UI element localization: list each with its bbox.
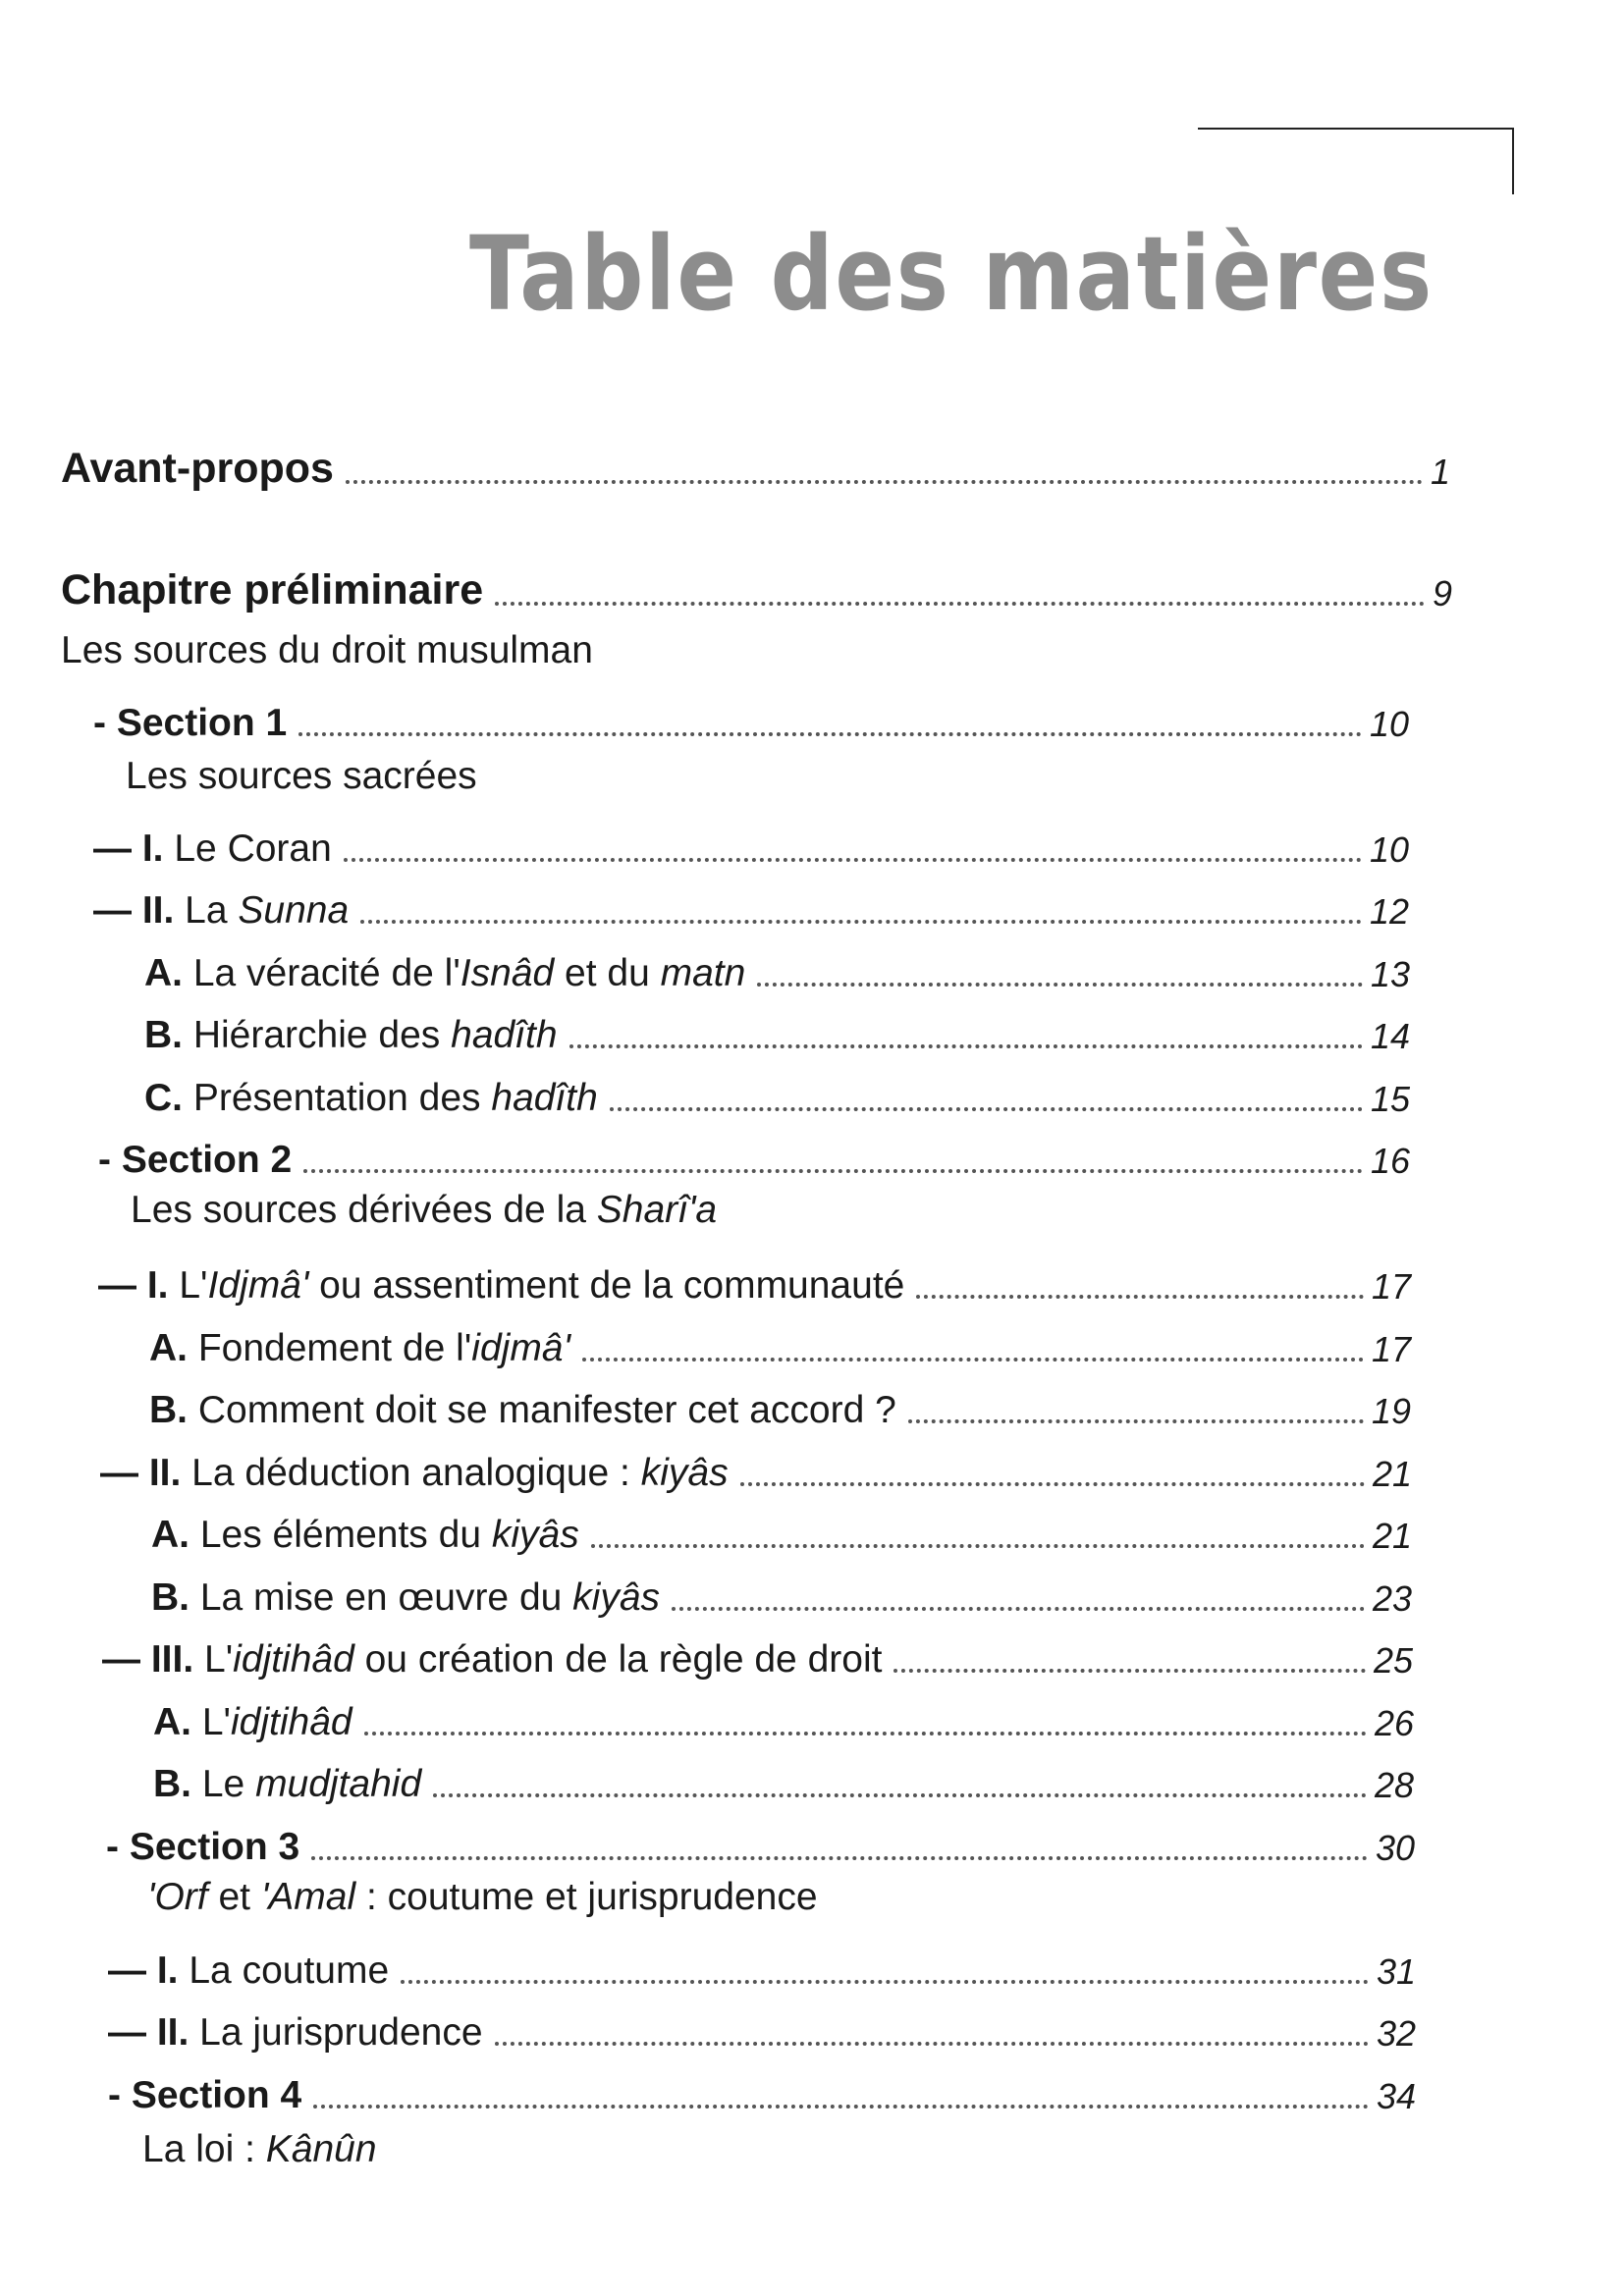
- toc-entry-s2-i-b: [149, 1374, 1411, 1429]
- page-number: 12: [1369, 891, 1409, 932]
- section-label: Section 2: [121, 1139, 293, 1181]
- dot-leader: [495, 2042, 1369, 2046]
- dot-leader: [610, 1107, 1363, 1111]
- page-number: 30: [1375, 1828, 1415, 1868]
- toc-entry-s3-i: [108, 1935, 1416, 1990]
- page-number: 13: [1370, 954, 1410, 994]
- subtitle-text: La loi :: [142, 2128, 266, 2170]
- item-text: L': [168, 1264, 208, 1307]
- toc-entry-s2-ii-a: [151, 1499, 1412, 1554]
- toc-entry-s2-iii-a: [153, 1686, 1414, 1741]
- page-number: 17: [1371, 1266, 1411, 1307]
- item-italic: idjmâ': [471, 1327, 570, 1369]
- item-number: A.: [151, 1514, 189, 1556]
- page-number: 32: [1376, 2013, 1416, 2054]
- section-subtitle: [131, 1191, 717, 1229]
- toc-entry-chapitre-preliminaire: [61, 557, 1452, 612]
- toc-entry-section-4: [108, 2059, 1416, 2114]
- toc-entry-s3-ii: [108, 1997, 1416, 2052]
- dot-leader: [757, 983, 1363, 987]
- item-text: Hiérarchie des: [183, 1014, 452, 1056]
- dot-leader: [569, 1044, 1363, 1048]
- item-text: ou assentiment de la communauté: [308, 1264, 905, 1307]
- item-text: L': [191, 1701, 231, 1743]
- dot-leader: [916, 1295, 1364, 1299]
- dot-leader: [908, 1419, 1364, 1423]
- section-label: Section 3: [129, 1826, 300, 1868]
- page-number: 17: [1371, 1329, 1411, 1369]
- item-text: La déduction analogique :: [181, 1452, 641, 1494]
- dot-leader: [313, 2105, 1369, 2109]
- section-prefix: -: [98, 1139, 122, 1181]
- toc-entry-s1-i: [93, 813, 1409, 868]
- item-italic: Isnâd: [460, 952, 555, 994]
- item-italic: idjtihâd: [230, 1701, 352, 1743]
- section-prefix: -: [93, 702, 117, 744]
- toc-label: Chapitre préliminaire: [61, 566, 484, 614]
- item-number: — I.: [108, 1949, 179, 1992]
- item-italic: kiyâs: [572, 1576, 661, 1619]
- subtitle-italic: Sharî'a: [596, 1189, 718, 1231]
- toc-entry-s1-ii-b: [144, 999, 1410, 1054]
- page-title: Table des matières: [469, 214, 1435, 334]
- dot-leader: [495, 602, 1425, 606]
- page-number: 9: [1432, 573, 1452, 614]
- item-number: — III.: [102, 1638, 194, 1681]
- section-prefix: -: [108, 2074, 132, 2116]
- item-text: ou création de la règle de droit: [353, 1638, 883, 1681]
- item-number: B.: [144, 1014, 183, 1056]
- corner-rule-horizontal: [1198, 128, 1514, 130]
- item-text: Fondement de l': [188, 1327, 472, 1369]
- section-prefix: -: [106, 1826, 130, 1868]
- item-number: A.: [153, 1701, 191, 1743]
- item-number: C.: [144, 1077, 183, 1119]
- page-number: 31: [1376, 1951, 1416, 1992]
- dot-leader: [360, 920, 1362, 924]
- dot-leader: [298, 732, 1362, 736]
- page-number: 19: [1371, 1391, 1411, 1431]
- page-number: 34: [1376, 2076, 1416, 2116]
- toc-entry-section-1: [93, 687, 1409, 742]
- toc-entry-s1-ii: [93, 875, 1409, 930]
- item-italic: Idjmâ': [207, 1264, 309, 1307]
- page-number: 16: [1370, 1141, 1410, 1181]
- item-text: Comment doit se manifester cet accord ?: [188, 1389, 896, 1431]
- section-label: Section 4: [131, 2074, 302, 2116]
- item-italic: matn: [660, 952, 746, 994]
- item-text: La mise en œuvre du: [189, 1576, 573, 1619]
- subtitle-italic: 'Amal: [260, 1876, 356, 1918]
- section-subtitle: [142, 2130, 377, 2168]
- item-number: — I.: [98, 1264, 169, 1307]
- toc-entry-s2-iii: [102, 1624, 1413, 1679]
- item-text: Présentation des: [183, 1077, 492, 1119]
- item-text: La coutume: [178, 1949, 390, 1992]
- page-number: 1: [1430, 452, 1450, 492]
- item-number: B.: [153, 1763, 191, 1805]
- dot-leader: [311, 1856, 1368, 1860]
- dot-leader: [344, 858, 1362, 862]
- dot-leader: [303, 1169, 1363, 1173]
- item-number: — II.: [93, 889, 175, 932]
- item-text: La véracité de l': [183, 952, 460, 994]
- toc-entry-section-2: [98, 1124, 1410, 1179]
- item-number: — II.: [100, 1452, 182, 1494]
- section-subtitle: Les sources sacrées: [126, 755, 477, 797]
- toc-entry-section-3: [106, 1811, 1415, 1866]
- page-number: 10: [1369, 829, 1409, 870]
- item-number: — II.: [108, 2011, 189, 2054]
- dot-leader: [401, 1980, 1369, 1984]
- dot-leader: [672, 1607, 1365, 1611]
- corner-rule-vertical: [1512, 128, 1514, 194]
- toc-entry-s1-ii-c: [144, 1062, 1410, 1117]
- dot-leader: [740, 1482, 1365, 1486]
- item-number: A.: [144, 952, 183, 994]
- toc-entry-s2-ii: [100, 1437, 1412, 1492]
- item-number: — I.: [93, 828, 164, 870]
- dot-leader: [364, 1732, 1367, 1735]
- item-text: La: [174, 889, 239, 932]
- chapter-subtitle: Les sources du droit musulman: [61, 629, 593, 671]
- toc-entry-s2-i-a: [149, 1312, 1411, 1367]
- item-italic: kiyâs: [491, 1514, 579, 1556]
- page-number: 25: [1373, 1640, 1413, 1681]
- toc-entry-s2-iii-b: [153, 1748, 1414, 1803]
- page-number: 15: [1370, 1079, 1410, 1119]
- dot-leader: [346, 480, 1423, 484]
- item-number: B.: [151, 1576, 189, 1619]
- item-italic: hadîth: [451, 1014, 558, 1056]
- page-number: 23: [1372, 1578, 1412, 1619]
- item-number: A.: [149, 1327, 188, 1369]
- page-number: 21: [1372, 1516, 1412, 1556]
- subtitle-italic: Kânûn: [265, 2128, 377, 2170]
- item-italic: kiyâs: [640, 1452, 729, 1494]
- toc-entry-s1-ii-a: [144, 937, 1410, 992]
- item-text: Le Coran: [163, 828, 332, 870]
- subtitle-text: et: [207, 1876, 261, 1918]
- page-number: 21: [1372, 1454, 1412, 1494]
- page-number: 10: [1369, 704, 1409, 744]
- item-italic: mudjtahid: [255, 1763, 422, 1805]
- section-subtitle: [147, 1878, 818, 1916]
- page-number: 14: [1370, 1016, 1410, 1056]
- toc-entry-avant-propos: [61, 435, 1450, 490]
- section-label: Section 1: [116, 702, 288, 744]
- dot-leader: [433, 1793, 1367, 1797]
- subtitle-text: : coutume et jurisprudence: [355, 1876, 818, 1918]
- item-text: La jurisprudence: [189, 2011, 483, 2054]
- toc-entry-s2-i: [98, 1250, 1411, 1305]
- item-text: L': [193, 1638, 234, 1681]
- subtitle-italic: 'Orf: [147, 1876, 208, 1918]
- item-italic: Sunna: [238, 889, 350, 932]
- dot-leader: [582, 1358, 1364, 1362]
- item-italic: idjtihâd: [233, 1638, 354, 1681]
- subtitle-text: Les sources dérivées de la: [131, 1189, 597, 1231]
- toc-entry-s2-ii-b: [151, 1562, 1412, 1617]
- page-number: 26: [1374, 1703, 1414, 1743]
- item-number: B.: [149, 1389, 188, 1431]
- toc-label: Avant-propos: [61, 445, 334, 492]
- dot-leader: [591, 1544, 1365, 1548]
- item-text: et du: [554, 952, 661, 994]
- page-number: 28: [1374, 1765, 1414, 1805]
- item-text: Le: [191, 1763, 256, 1805]
- item-text: Les éléments du: [189, 1514, 492, 1556]
- item-italic: hadîth: [491, 1077, 598, 1119]
- dot-leader: [893, 1669, 1366, 1673]
